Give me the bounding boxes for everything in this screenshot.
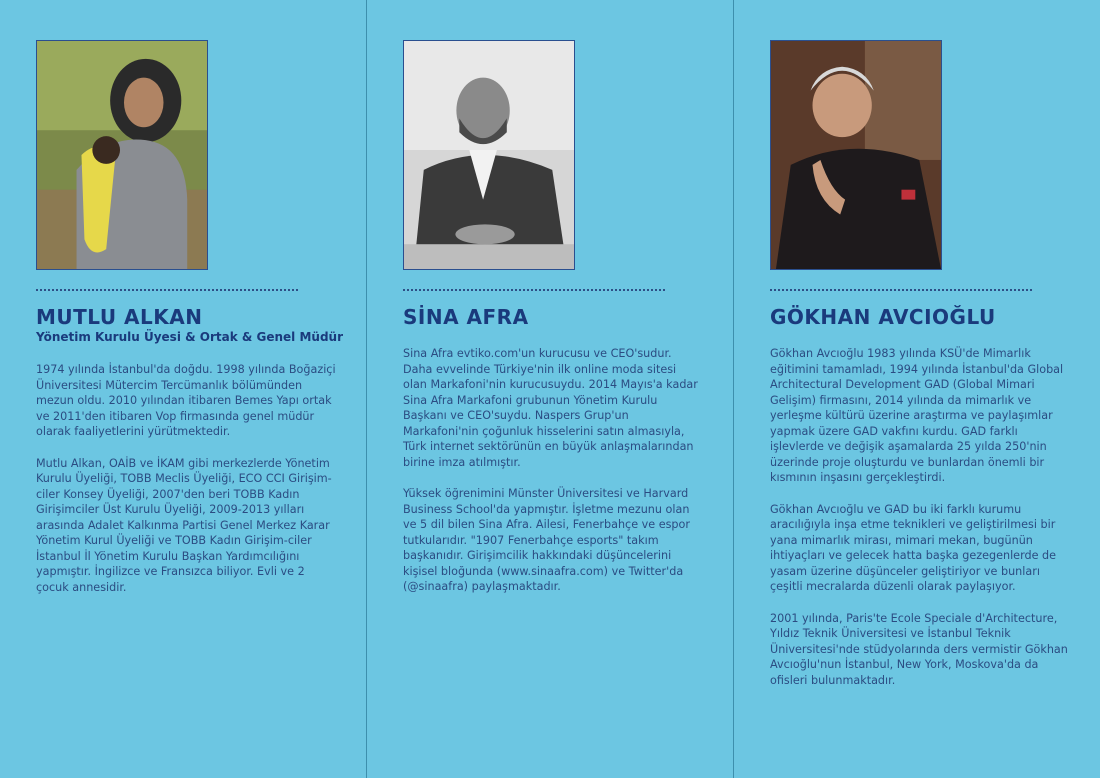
bio-paragraph: Sina Afra evtiko.com'un kurucusu ve CEO'sudur. Daha evvelinde Türkiye'nin ilk online moda sitesi olan Markafoni'nin kurucusuydu. 2014 Mayıs'a kadar Sina Afra Markafoni grubunun Yönetim Kurulu Başkanı ve CEO'suydu. Naspers Grup'un Markafoni'nin çoğunluk hisselerini satın almasıyla, Türk internet sektörünün en büyük anlaşmalarından birine imza atılmıştır.	[403, 347, 698, 469]
dotted-separator	[770, 289, 1032, 291]
bio-paragraph: Mutlu Alkan, OAİB ve İKAM gibi merkezlerde Yönetim Kurulu Üyeliği, TOBB Meclis Üyeliği, ECO CCI Girişim-ciler Konsey Üyeliği, 2007'den beri TOBB Kadın Girişimciler Üst Kurulu Üyeliği, 2009-2013 yılları arasında Adalet Kalkınma Partisi Genel Merkez Karar Yönetim Kurul Üyeliği ve TOBB Kadın Girişim-ciler İstanbul İl Yönetim Kurulu Başkan Yardımcılığını yapmıştır. İngilizce ve Fransızca biliyor. Evli ve 2 çocuk annesidir.	[36, 456, 332, 594]
portrait-photo	[770, 40, 942, 270]
column-divider	[733, 0, 734, 778]
bio-paragraph: Gökhan Avcıoğlu 1983 yılında KSÜ'de Mimarlık eğitimini tamamladı, 1994 yılında İstanbul'da Global Architectural Development GAD (Global Mimari Gelişim) firmasını, 2014 yılında da mimarlık ve yerleşme kültürü üzerine araştırma ve paylaşımlar yapmak üzere GAD vakfını kurdu. GAD farklı işlevlerde ve değişik aşamalarda 25 yılda 250'nin üzerinde proje oluşturdu ve bunlardan önemli bir kısmının inşasını gerçekleştirdi.	[770, 347, 1064, 484]
person-name: SİNA AFRA	[403, 305, 529, 329]
biography	[770, 346, 1070, 704]
person-name: MUTLU ALKAN	[36, 305, 203, 329]
biography	[36, 362, 336, 611]
column-divider	[366, 0, 367, 778]
bio-paragraph: Yüksek öğrenimini Münster Üniversitesi ve Harvard Business School'da yapmıştır. İşletme mezunu olan ve 5 dil bilen Sina Afra. Ailesi, Fenerbahçe ve espor tutkularıdır. "1907 Fenerbahçe esports" takım başkanıdır. Girişimcilik hakkındaki düşüncelerini kişisel bloğunda (www.sinaafra.com) ve Twitter'da (@sinaafra) paylaşmaktadır.	[403, 487, 690, 593]
portrait-photo	[36, 40, 208, 270]
portrait-photo	[403, 40, 575, 270]
bio-paragraph: 2001 yılında, Paris'te Ecole Speciale d'Architecture, Yıldız Teknik Üniversitesi ve İstanbul Teknik Üniversitesi'nde stüdyolarında ders vermistir Gökhan Avcıoğlu'nun İstanbul, New York, Moskova'da da ofisleri bulunmaktadır.	[770, 611, 1068, 687]
bio-paragraph: 1974 yılında İstanbul'da doğdu. 1998 yılında Boğaziçi Üniversitesi Mütercim Tercümanlık bölümünden mezun oldu. 2010 yılından itibaren Bemes Yapı ortak ve 2011'den itibaren Vop firmasında genel müdür olarak faaliyetlerini yürütmektedir.	[36, 363, 336, 438]
person-name: GÖKHAN AVCIOĞLU	[770, 305, 996, 329]
profile-sina-afra	[403, 0, 713, 778]
profile-gokhan-avcioglu	[770, 0, 1080, 778]
dotted-separator	[36, 289, 298, 291]
dotted-separator	[403, 289, 665, 291]
biography	[403, 346, 703, 611]
profile-mutlu-alkan	[36, 0, 346, 778]
bio-paragraph: Gökhan Avcıoğlu ve GAD bu iki farklı kurumu aracılığıyla inşa etme teknikleri ve geliştirilmesi bir yana mimarlık mirası, mimari mekan, bugünün ihtiyaçları ve gelecek hatta başka gezegenlerde de yasam üzerine düşünceler geliştiriyor ve bunları çeşitli mecralarda düzenli olarak paylaşıyor.	[770, 502, 1056, 593]
person-title: Yönetim Kurulu Üyesi & Ortak & Genel Müdür	[36, 330, 344, 344]
